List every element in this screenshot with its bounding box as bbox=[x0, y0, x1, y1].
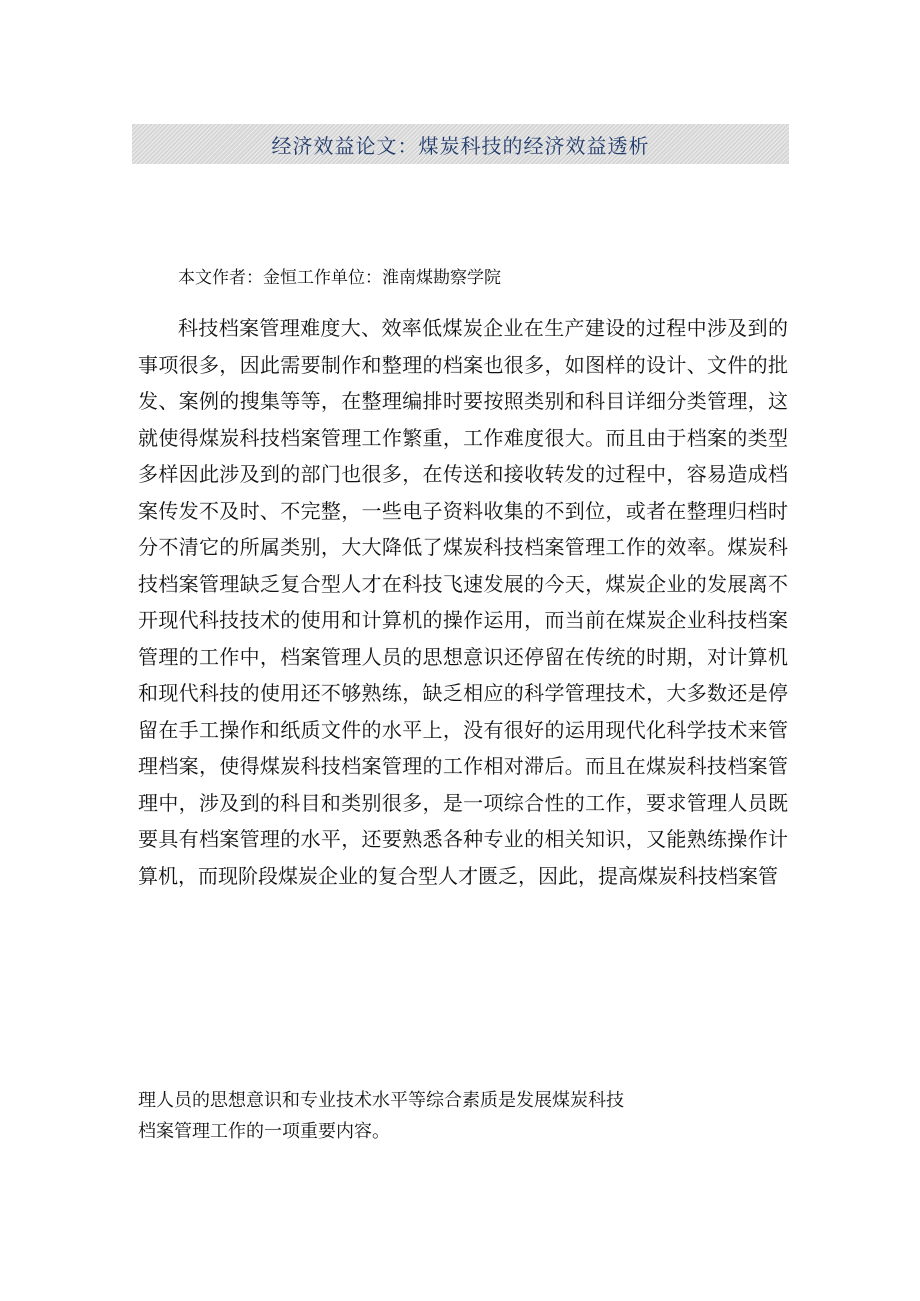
author-line: 本文作者：金恒工作单位：淮南煤勘察学院 bbox=[178, 268, 501, 288]
title-banner bbox=[132, 124, 789, 164]
closing-line-1: 理人员的思想意识和专业技术水平等综合素质是发展煤炭科技 bbox=[138, 1090, 624, 1111]
body-paragraph: 科技档案管理难度大、效率低煤炭企业在生产建设的过程中涉及到的事项很多，因此需要制作和整理的档案也很多，如图样的设计、文件的批发、案例的搜集等等，在整理编排时要按照类别和科目详细分类管理，这就使得煤炭科技档案管理工作繁重，工作难度很大。而且由于档案的类型多样因此涉及到的部门也很多，在传送和接收转发的过程中，容易造成档案传发不及时、不完整，一些电子资料收集的不到位，或者在整理归档时分不清它的所属类别，大大降低了煤炭科技档案管理工作的效率。煤炭科技档案管理缺乏复合型人才在科技飞速发展的今天，煤炭企业的发展离不开现代科技技术的使用和计算机的操作运用，而当前在煤炭企业科技档案管理的工作中，档案管理人员的思想意识还停留在传统的时期，对计算机和现代科技的使用还不够熟练，缺乏相应的科学管理技术，大多数还是停留在手工操作和纸质文件的水平上，没有很好的运用现代化科学技术来管理档案，使得煤炭科技档案管理的工作相对滞后。而且在煤炭科技档案管理中，涉及到的科目和类别很多，是一项综合性的工作，要求管理人员既要具有档案管理的水平，还要熟悉各种专业的相关知识，又能熟练操作计算机，而现阶段煤炭企业的复合型人才匮乏，因此，提高煤炭科技档案管 bbox=[138, 316, 788, 888]
closing-line-2: 档案管理工作的一项重要内容。 bbox=[138, 1121, 390, 1142]
document-title: 经济效益论文：煤炭科技的经济效益透析 bbox=[271, 133, 650, 158]
